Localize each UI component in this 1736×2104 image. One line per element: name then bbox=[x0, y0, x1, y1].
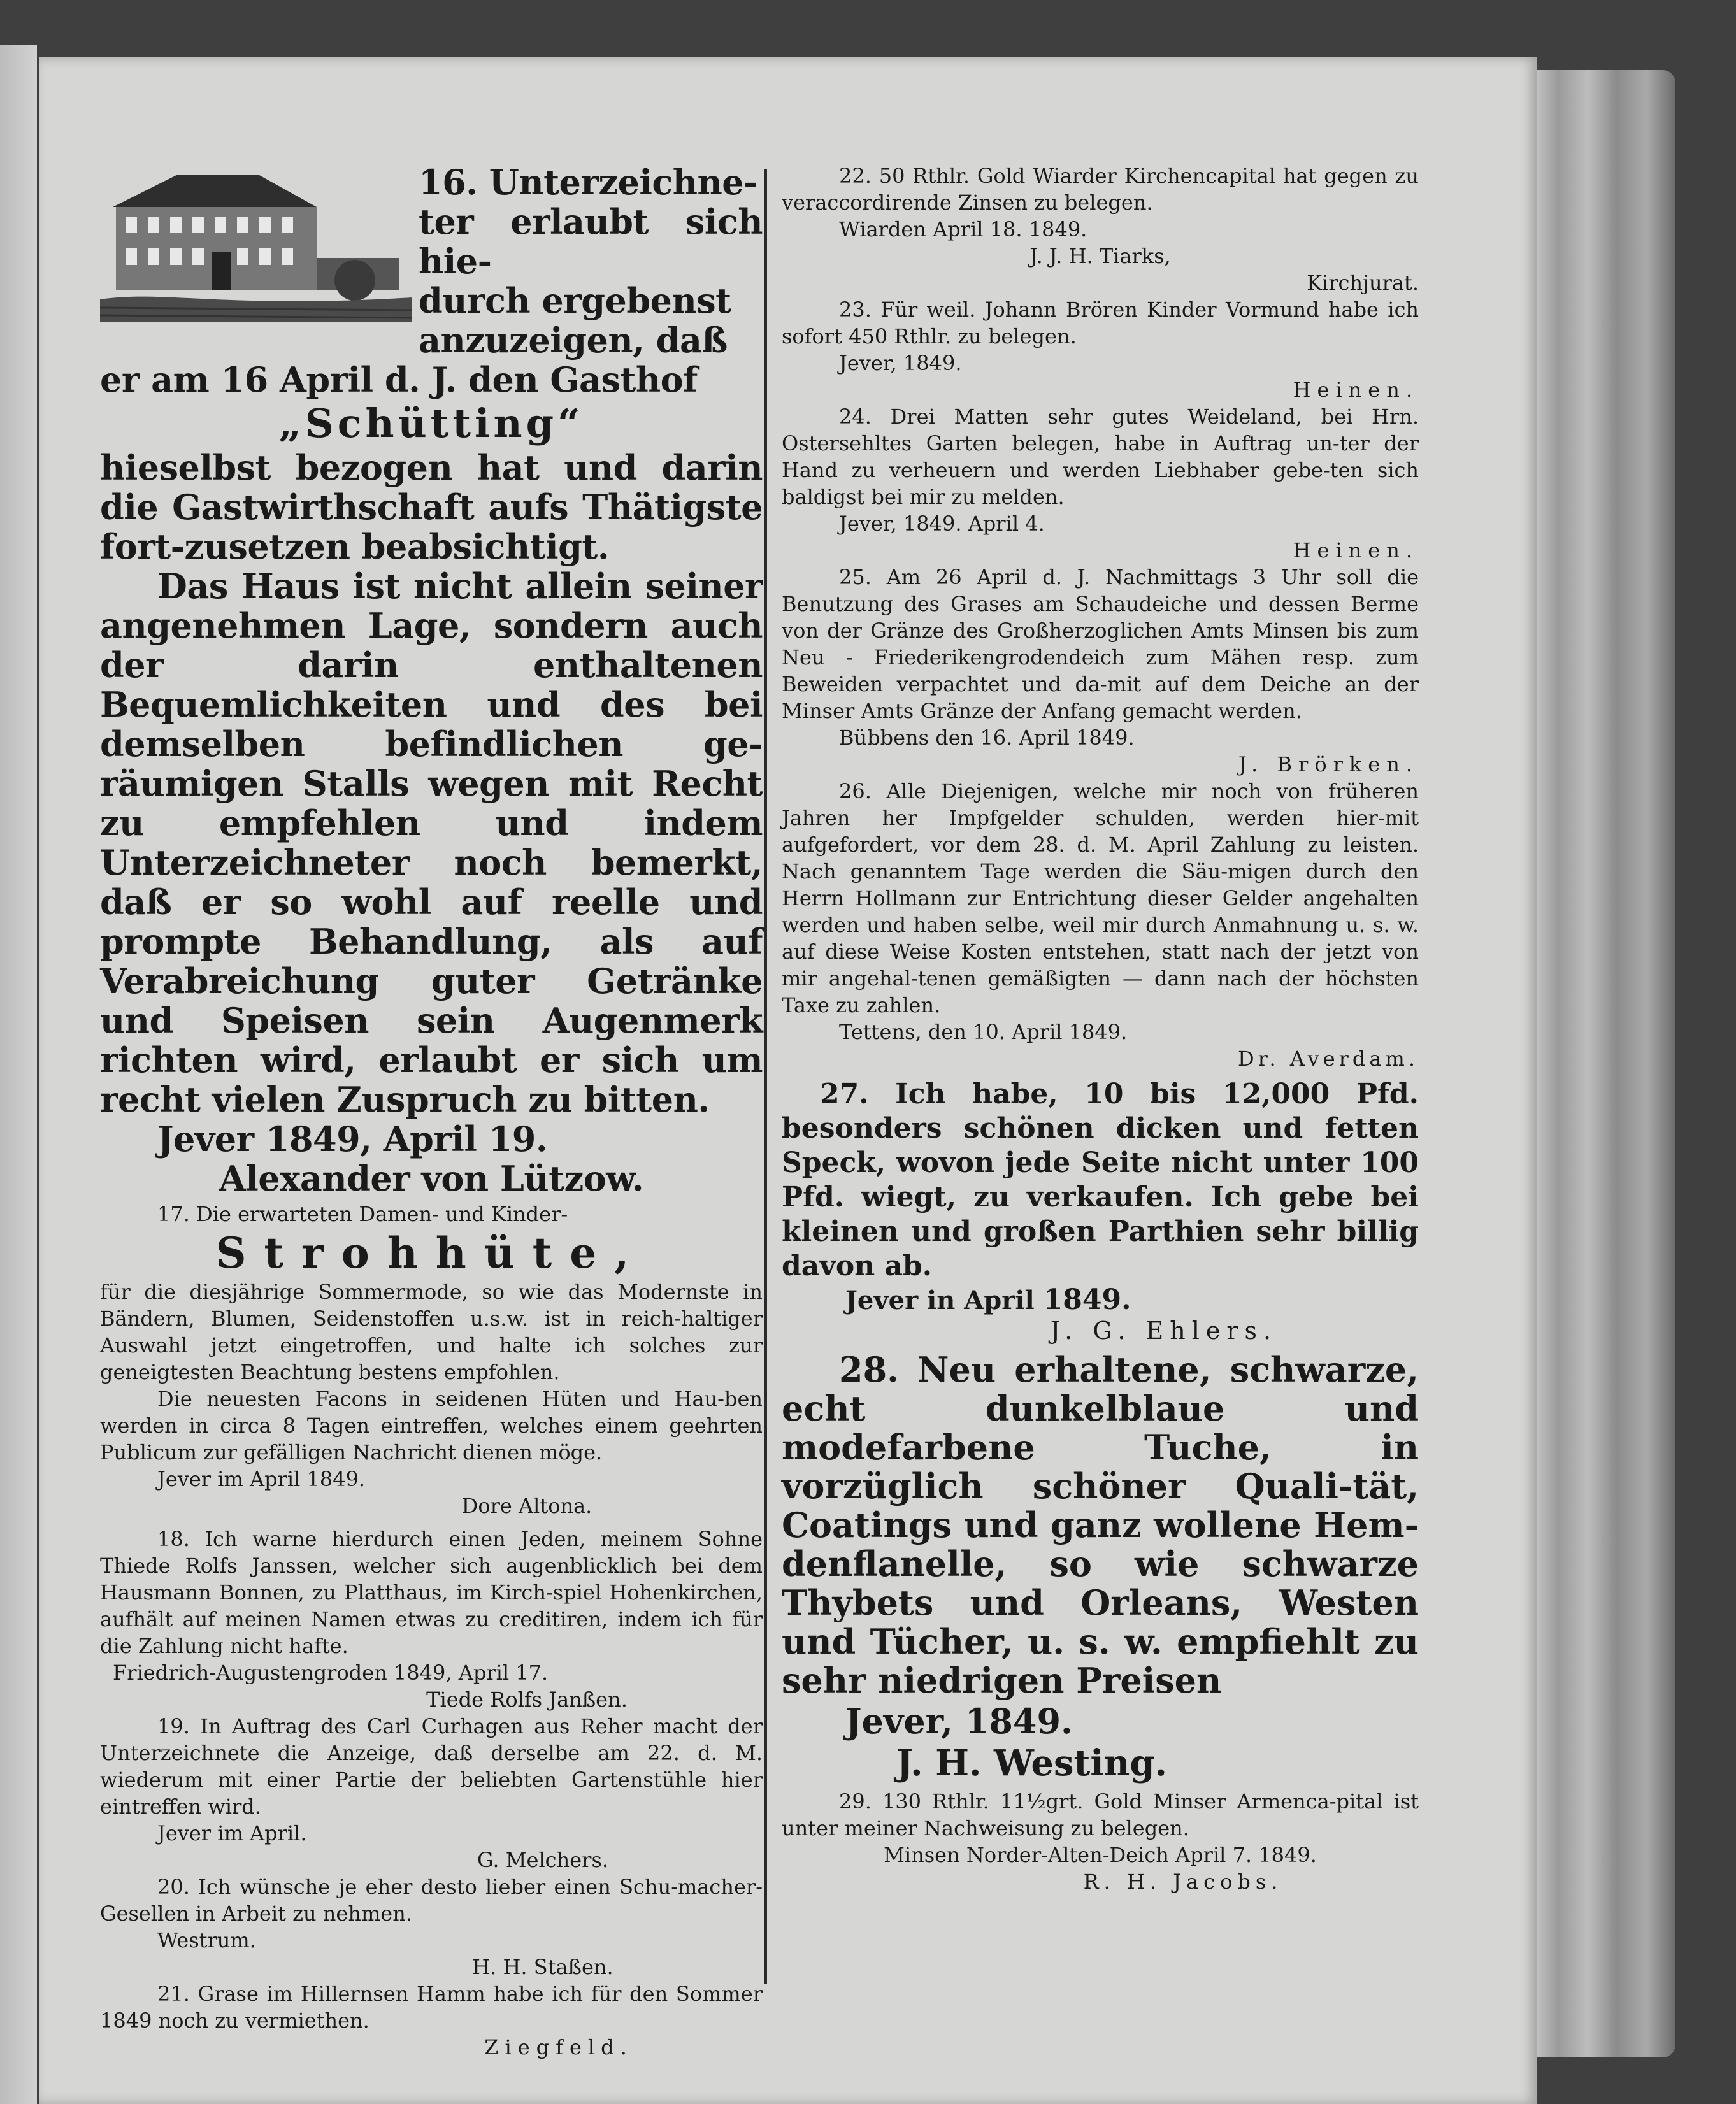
ad-20-date: Westrum. bbox=[157, 1928, 256, 1952]
ad-17-headline: Strohhüte, bbox=[215, 1228, 647, 1278]
ad-16-head-line-2: ter erlaubt sich hie- bbox=[419, 201, 763, 282]
ad-23-date: Jever, 1849. bbox=[839, 351, 962, 375]
ad-19-body: 19. In Auftrag des Carl Curhagen aus Reher macht der Unterzeichnete die Anzeige, daß derselbe am 22. d. M. wiederum mit einer Partie der beliebten Gartenstühle hier eintreffen wird. bbox=[100, 1714, 763, 1819]
book-page-edges bbox=[1529, 70, 1675, 2057]
ad-29-body: 29. 130 Rthlr. 11½grt. Gold Minser Armenca-pital ist unter meiner Nachweisung zu belegen. bbox=[782, 1789, 1419, 1840]
ad-16-head-line-4: anzuzeigen, daß bbox=[419, 320, 728, 361]
ad-26-date: Tettens, den 10. April 1849. bbox=[839, 1020, 1128, 1044]
ad-24-signature: Heinen. bbox=[1293, 538, 1419, 562]
column-rule bbox=[764, 169, 767, 1984]
ad-23 bbox=[782, 296, 1419, 403]
ad-18-body: 18. Ich warne hierdurch einen Jeden, meinem Sohne Thiede Rolfs Janssen, welcher sich augenblicklich bei dem Hausmann Bonnen, zu Platthaus, im Kirch-spiel Hohenkirchen, aufhält auf meinen Namen etwas zu creditiren, indem ich für die Zahlung nicht hafte. bbox=[100, 1527, 763, 1658]
ad-16-body-2: Das Haus ist nicht allein seiner angenehmen Lage, sondern auch der darin enthaltenen Bequemlichkeiten und des bei demselben befindlichen ge-räumigen Stalls wegen mit Recht zu empfehlen und indem Unterzeichneter noch bemerkt, daß er so wohl auf reelle und prompte Behandlung, als auf Verabreichung guter Getränke und Speisen sein Augenmerk richten wird, erlaubt er sich um recht vielen Zuspruch zu bitten. bbox=[100, 566, 763, 1120]
ad-27-qty-1: 10 bbox=[1084, 1078, 1124, 1110]
ad-20-signature: H. H. Staßen. bbox=[472, 1955, 613, 1979]
ad-25 bbox=[782, 564, 1419, 778]
ad-18-date: Friedrich-Augustengroden 1849, April 17. bbox=[113, 1661, 549, 1685]
ad-21 bbox=[100, 1980, 763, 2061]
ad-18-signature: Tiede Rolfs Janßen. bbox=[426, 1687, 628, 1712]
ad-27-qty-3: 100 bbox=[1360, 1147, 1419, 1179]
ad-27-signature: J. G. Ehlers. bbox=[1050, 1317, 1278, 1345]
ad-27-text-2: bis bbox=[1150, 1078, 1196, 1110]
ad-25-body: 25. Am 26 April d. J. Nachmittags 3 Uhr soll die Benutzung des Grases am Schaudeiche und dessen Berme von der Gränze des Großherzoglichen Amts Minsen bis zum Neu - Friederikengrodendeich zum Mähen resp. zum Beweiden verpachtet und da-mit auf dem Deiche an der Minser Amts Gränze der Anfang gemacht werden. bbox=[782, 565, 1419, 723]
ad-29-date: Minsen Norder-Alten-Deich April 7. 1849. bbox=[884, 1843, 1317, 1867]
ad-27-qty-2: 12,000 bbox=[1222, 1078, 1330, 1110]
ad-22-signature: J. J. H. Tiarks, bbox=[1029, 244, 1171, 268]
ad-22-body: 22. 50 Rthlr. Gold Wiarder Kirchencapital hat gegen zu veraccordirende Zinsen zu belegen. bbox=[782, 164, 1419, 215]
ad-26-body: 26. Alle Diejenigen, welche mir noch von früheren Jahren her Impfgelder schulden, werden hier-mit aufgefordert, vor dem 28. d. M. April Zahlung zu leisten. Nach genanntem Tage werden die Säu-migen durch den Herrn Hollmann zur Entrichtung dieser Gelder angehalten werden und haben selbe, weil mir durch Anmahnung u. s. w. auf diese Weise Kosten entstehen, statt nach der jetzt von mir angehal-tenen gemäßigten — dann nach der höchsten Taxe zu zahlen. bbox=[782, 779, 1419, 1017]
ad-22 bbox=[782, 162, 1419, 296]
ad-16-head-line-1: 16. Unterzeichne- bbox=[419, 162, 758, 203]
ad-25-signature: J. Brörken. bbox=[1238, 752, 1419, 776]
ad-21-body: 21. Grase im Hillernsen Hamm habe ich für den Sommer 1849 noch zu vermiethen. bbox=[100, 1982, 763, 2033]
ad-16-body-1: hieselbst bezogen hat und darin die Gastwirthschaft aufs Thätigste fort-zusetzen beabsichtigt. bbox=[100, 447, 763, 567]
ad-16-signature: Alexander von Lützow. bbox=[219, 1158, 644, 1199]
ad-17-signature: Dore Altona. bbox=[461, 1494, 592, 1518]
ad-26-signature: Dr. Averdam. bbox=[1238, 1047, 1419, 1071]
guesthouse-illustration bbox=[100, 162, 412, 322]
ad-17-body-2: Die neuesten Facons in seidenen Hüten und Hau-ben werden in circa 8 Tagen eintreffen, welches einem geehrten Publicum zur gefälligen Nachricht dienen möge. bbox=[100, 1387, 763, 1464]
ad-27 bbox=[782, 1077, 1419, 1344]
ad-23-body: 23. Für weil. Johann Brören Kinder Vormund habe ich sofort 450 Rthlr. zu belegen. bbox=[782, 297, 1419, 348]
ad-21-signature: Ziegfeld. bbox=[484, 2035, 633, 2059]
ad-28-body: 28. Neu erhaltene, schwarze, echt dunkelblaue und modefarbene Tuche, in vorzüglich schöner Quali-tät, Coatings und ganz wollene Hem-denflanelle, so wie schwarze Thybets und Orleans, Westen und Tücher, u. s. w. empfiehlt zu sehr niedrigen Preisen bbox=[782, 1349, 1419, 1701]
ad-27-text-4: Pfd. wiegt, zu verkaufen. Ich gebe bei kleinen und großen Parthien sehr billig davon ab. bbox=[782, 1181, 1419, 1282]
ad-29-signature: R. H. Jacobs. bbox=[1083, 1870, 1283, 1894]
ad-16-header bbox=[100, 162, 763, 360]
ad-16-head-line-3: durch ergebenst bbox=[419, 280, 731, 321]
ad-16 bbox=[100, 162, 763, 1198]
ad-20-body: 20. Ich wünsche je eher desto lieber einen Schu-macher-Gesellen in Arbeit zu nehmen. bbox=[100, 1875, 763, 1926]
ad-27-body bbox=[782, 1077, 1419, 1284]
ad-17-date: Jever im April 1849. bbox=[157, 1467, 366, 1491]
ad-29 bbox=[782, 1788, 1419, 1895]
ad-24-body: 24. Drei Matten sehr gutes Weideland, bei Hrn. Ostersehltes Garten belegen, habe in Auftrag un-ter der Hand zu verheuern und werden Liebhaber gebe-ten sich baldigst bei mir zu melden. bbox=[782, 404, 1419, 509]
left-column bbox=[100, 162, 763, 2061]
ad-20 bbox=[100, 1873, 763, 1980]
ad-27-text-1: Ich habe, bbox=[895, 1078, 1058, 1110]
ad-16-line-after-image: er am 16 April d. J. den Gasthof bbox=[100, 359, 698, 400]
previous-page-sliver bbox=[0, 45, 37, 2104]
ad-19 bbox=[100, 1713, 763, 1873]
ad-16-guesthouse-name: „Schütting“ bbox=[278, 400, 584, 447]
ad-28-date: Jever, 1849. bbox=[845, 1701, 1073, 1742]
ad-18 bbox=[100, 1526, 763, 1713]
ad-27-number: 27. bbox=[820, 1078, 869, 1110]
ad-22-date: Wiarden April 18. 1849. bbox=[839, 217, 1087, 241]
ad-26 bbox=[782, 778, 1419, 1072]
ad-17-body-1: für die diesjährige Sommermode, so wie das Modernste in Bändern, Blumen, Seidenstoffen u.s.w. ist in reich-haltiger Auswahl jetzt eingetroffen, und halte ich solches zur geneigtesten Beachtung bestens empfohlen. bbox=[100, 1280, 763, 1384]
ad-22-role: Kirchjurat. bbox=[1307, 271, 1419, 295]
ad-24-date: Jever, 1849. April 4. bbox=[839, 512, 1045, 536]
ad-19-date: Jever im April. bbox=[157, 1821, 307, 1845]
ad-23-signature: Heinen. bbox=[1293, 378, 1419, 402]
ad-27-date bbox=[782, 1284, 1419, 1317]
ad-17 bbox=[100, 1201, 763, 1519]
ad-24 bbox=[782, 403, 1419, 564]
newspaper-page bbox=[39, 57, 1537, 2104]
ad-25-date: Bübbens den 16. April 1849. bbox=[839, 726, 1135, 750]
ad-16-head-text bbox=[419, 162, 763, 360]
ad-19-signature: G. Melchers. bbox=[477, 1848, 609, 1872]
ad-16-date: Jever 1849, April 19. bbox=[157, 1119, 548, 1159]
right-column bbox=[782, 162, 1419, 1895]
ad-27-date-year: 1849. bbox=[1043, 1284, 1131, 1316]
ad-27-text-3: Pfd. besonders schönen dicken und fetten Speck, wovon jede Seite nicht unter bbox=[782, 1078, 1419, 1179]
ad-17-intro: 17. Die erwarteten Damen- und Kinder- bbox=[157, 1202, 568, 1226]
ad-27-date-prefix: Jever in April bbox=[845, 1285, 1035, 1315]
ad-28-signature: J. H. Westing. bbox=[896, 1742, 1168, 1784]
ad-28 bbox=[782, 1350, 1419, 1784]
